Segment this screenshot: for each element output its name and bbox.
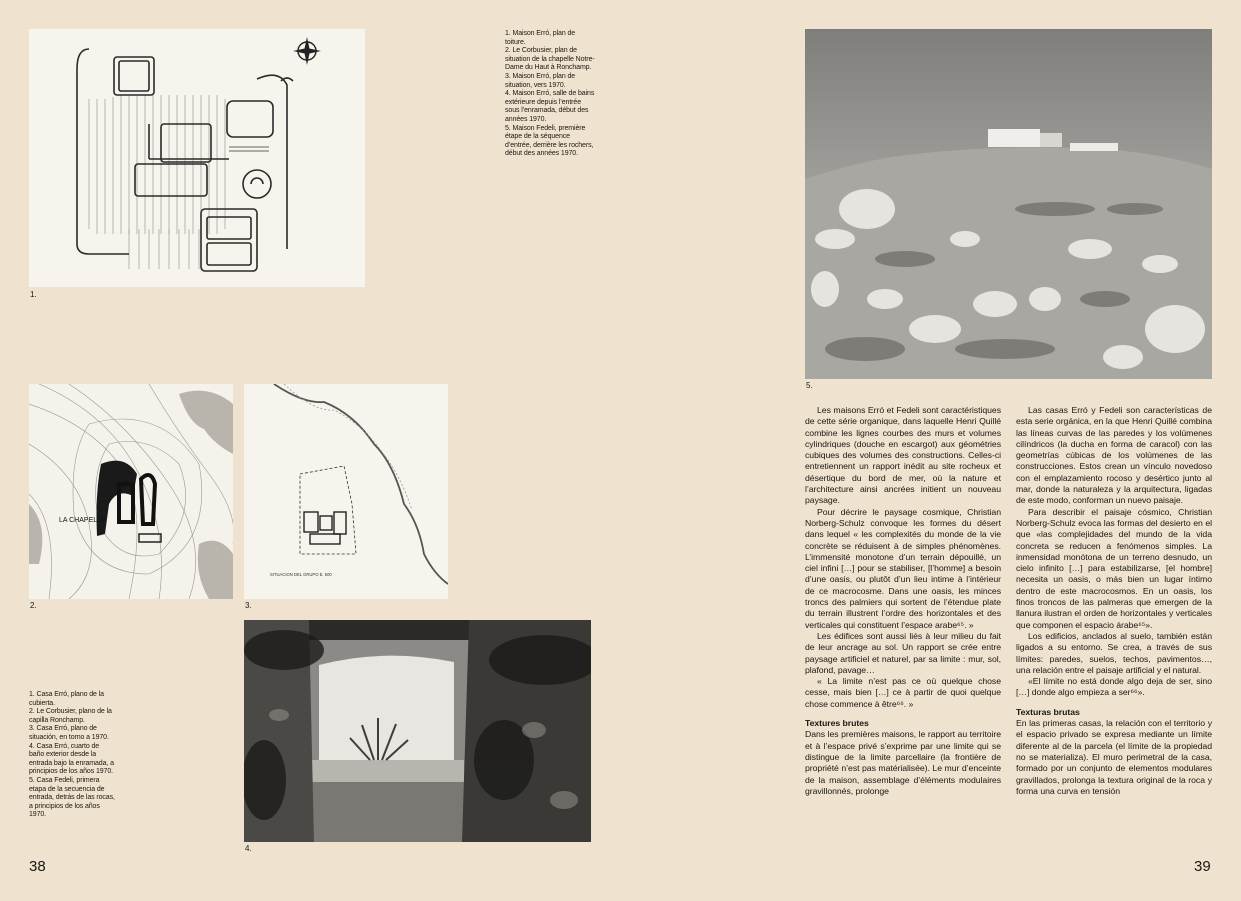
fr-paragraph-2: Pour décrire le paysage cosmique, Christian Norberg-Schulz convoque les formes du désert dans lequel « les complexités du monde de la vie concrète se réduisent à de simples phénomènes. L’immensité monotone d’un terrain dépouillé, un ciel infini […] pour se stabiliser, [l’homme] a besoin d’une oasis, ou plutôt d’un lieu intime à l’intérieur de ce macrocosme. Dans une oasis, les minces troncs des palmiers qui sortent de l’étendue plate du terrain illustrent l’ordre des horizontales et des verticales qui constituent l’espace arabe⁶⁵. » bbox=[805, 506, 1001, 630]
es-paragraph-1: Las casas Erró y Fedeli son características de esta serie orgánica, en la que Henri Quillé combina las líneas curvas de las paredes y los volúmenes cilíndricos (la ducha en forma de caracol) con las geometrías cúbicas de los volúmenes de las construcciones. Estos crean un vínculo novedoso con el emplazamiento rocoso y desértico junto al mar, donde la naturaleza y la arquitectura, ligadas de este modo, conforman un nuevo paisaje. bbox=[1016, 405, 1212, 506]
caption-fr-5: 5. Maison Fedeli, première étape de la séquence d’entrée, derrière les rochers, début des années 1970. bbox=[505, 124, 594, 158]
situation-plan-drawing bbox=[244, 384, 448, 599]
page-number-right: 39 bbox=[1194, 858, 1211, 875]
caption-fr-4: 4. Maison Erró, salle de bains extérieure depuis l’entrée sous l’enramada, début des années 1970. bbox=[505, 90, 595, 123]
es-paragraph-4: «El límite no está donde algo deja de ser, sino […] donde algo empieza a ser⁶⁶». bbox=[1016, 676, 1212, 698]
fr-paragraph-4: « La limite n’est pas ce où quelque chose cesse, mais bien […] ce à partir de quoi quelque chose commence à être⁶⁶. » bbox=[805, 676, 1001, 709]
es-paragraph-3: Los edificios, anclados al suelo, también están ligados a su entorno. Se crea, a través de sus límites: paredes, suelos, techos, pavimentos…, una relación entre el paisaje artificial y el natural. bbox=[1016, 630, 1212, 675]
figure-4-label: 4. bbox=[245, 844, 252, 853]
caption-es-1: 1. Casa Erró, plano de la cubierta. bbox=[29, 691, 104, 707]
figure-5-label: 5. bbox=[806, 381, 813, 390]
figure-2-label: 2. bbox=[30, 601, 37, 610]
figure-1-roof-plan bbox=[29, 29, 365, 287]
bathroom-photo-image bbox=[244, 620, 591, 842]
figure-2-ronchamp-site-plan bbox=[29, 384, 233, 599]
figure-3-label: 3. bbox=[245, 601, 252, 610]
figure-5-landscape-photo bbox=[805, 29, 1212, 379]
figure-3-situation-plan bbox=[244, 384, 448, 599]
fr-paragraph-5: Dans les premières maisons, le rapport au territoire et à l’espace privé s’exprime par une limite qui se distingue de la limite parcellaire (la frontière de propriété n’est pas matérialisée). Le mur d’enceinte de la maison, assemblage d’éléments modulaires gravillonnés, prolonge bbox=[805, 729, 1001, 796]
fr-paragraph-3: Les édifices sont aussi liés à leur milieu du fait de leur ancrage au sol. Un rapport se crée entre paysage artificiel et naturel, par sa limite : mur, sol, plafond, pavage… bbox=[805, 630, 1001, 675]
caption-fr-3: 3. Maison Erró, plan de situation, vers 1970. bbox=[505, 72, 576, 89]
figure-4-bathroom-photo bbox=[244, 620, 591, 842]
caption-es-2: 2. Le Corbusier, plano de la capilla Ronchamp. bbox=[29, 708, 112, 724]
captions-french bbox=[505, 30, 595, 159]
es-paragraph-5: En las primeras casas, la relación con el territorio y el espacio privado se expresa mediante un límite diferente al de la parcela (el límite de la propiedad no se materializa). El muro perimetral de la casa, formado por un conjunto de elementos modulares gravillados, prolonga la textura original de la roca y forma una curva en tensión bbox=[1016, 718, 1212, 796]
text-column-french bbox=[805, 405, 1001, 797]
fr-heading-textures: Textures brutes bbox=[805, 718, 869, 729]
map-label-chapelle: LA CHAPELLE bbox=[59, 517, 106, 524]
es-heading-texturas: Texturas brutas bbox=[1016, 706, 1080, 717]
caption-es-4: 4. Casa Erró, cuarto de baño exterior desde la entrada bajo la enramada, a principios de los años 1970. bbox=[29, 742, 114, 776]
ronchamp-map-drawing bbox=[29, 384, 233, 599]
es-paragraph-2: Para describir el paisaje cósmico, Christian Norberg-Schulz evoca las formas del desierto en el que «las complejidades del mundo de la vida concreta se reducen a fenómenos simples. La inmensidad monótona de un terreno desnudo, un cielo infinito […] para estabilizarse, [el hombre] necesita un oasis, o más bien un lugar íntimo dentro de este macrocosmos. En un oasis, los finos troncos de las palmeras que emergen de la llanura ilustran el orden de horizontales y verticales que componen el espacio árabe⁶⁵». bbox=[1016, 506, 1212, 630]
text-column-spanish bbox=[1016, 405, 1212, 797]
fr-paragraph-1: Les maisons Erró et Fedeli sont caractéristiques de cette série organique, dans laquelle Henri Quillé combine les lignes courbes des murs et volumes cylindriques (douche en escargot) aux géométries cubiques des volumes des constructions. Celles-ci entretiennent un rapport inédit au site rocheux et désertique du bord de mer, où la nature et l’architecture ainsi ancrées initient un nouveau paysage. bbox=[805, 405, 1001, 506]
map-label-situation: SITUACION DEL GRUPO E. 500 bbox=[270, 572, 332, 577]
caption-es-3: 3. Casa Erró, plano de situación, en torno a 1970. bbox=[29, 725, 109, 741]
captions-spanish bbox=[29, 691, 115, 820]
caption-es-5: 5. Casa Fedeli, primera etapa de la secuencia de entrada, detrás de las rocas, a principios de los años 1970. bbox=[29, 776, 115, 819]
page-number-left: 38 bbox=[29, 858, 46, 875]
caption-fr-1: 1. Maison Erró, plan de toiture. bbox=[505, 30, 576, 46]
rocky-landscape-image bbox=[805, 29, 1212, 379]
roof-plan-drawing bbox=[29, 29, 365, 287]
figure-1-label: 1. bbox=[30, 290, 37, 299]
caption-fr-2: 2. Le Corbusier, plan de situation de la chapelle Notre-Dame du Haut à Ronchamp. bbox=[505, 47, 595, 72]
